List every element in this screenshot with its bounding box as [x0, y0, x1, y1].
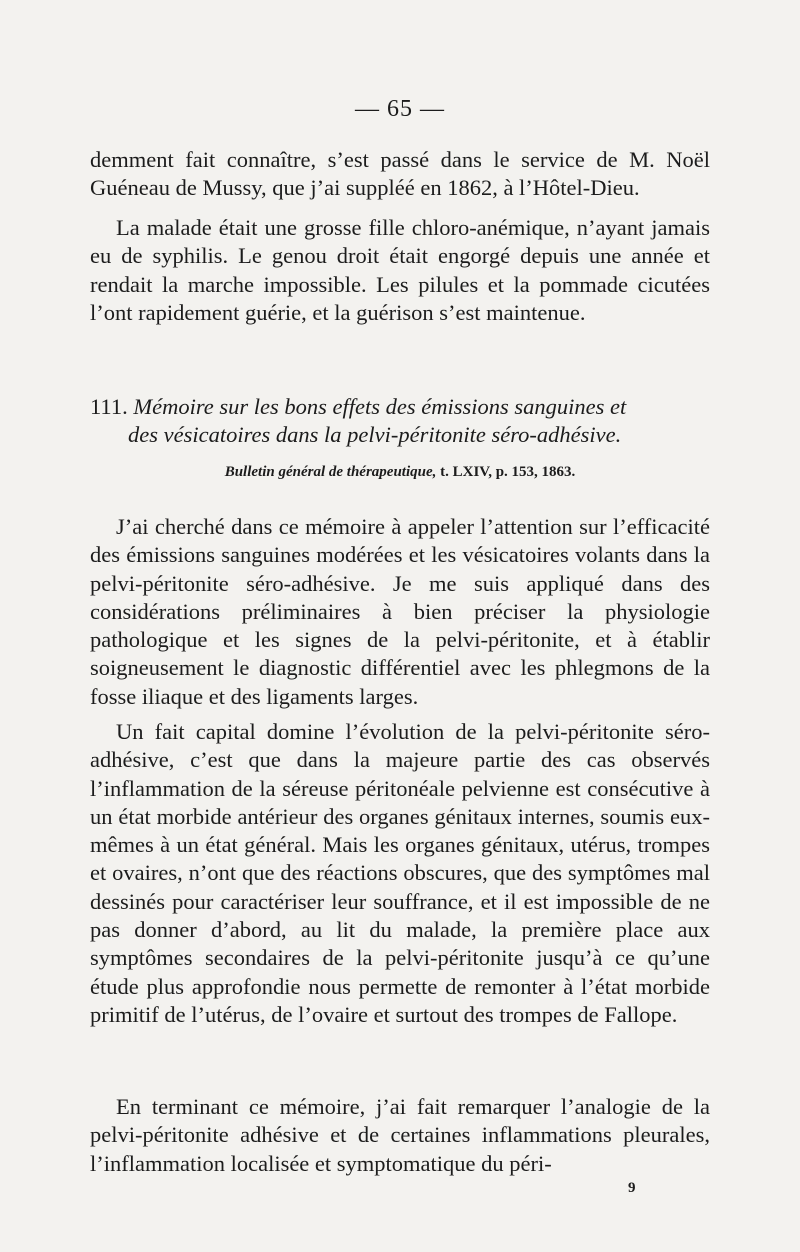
paragraph-text: En terminant ce mémoire, j’ai fait remarquer l’analogie de la pelvi-péritonite adhésive et de certaines inflammations pleurales, l’inflammation localisée et symptomatique du péri- — [90, 1094, 710, 1176]
paragraph-text: La malade était une grosse fille chloro-anémique, n’ayant jamais eu de syphilis. Le genou droit était engorgé depuis une année et rendait la marche impossible. Les pilules et la pommade cicutées l’ont rapidement guérie, et la guérison s’est maintenue. — [90, 215, 710, 325]
entry-number: 111. — [90, 394, 128, 419]
signature-mark: 9 — [628, 1180, 636, 1196]
paragraph-memoire — [90, 513, 710, 711]
entry-citation — [0, 464, 800, 481]
paragraph-malade — [90, 214, 710, 327]
entry-title-line-2: des vésicatoires dans la pelvi-péritonite séro-adhésive. — [128, 422, 622, 447]
citation-journal: Bulletin général de thérapeutique, — [224, 464, 437, 480]
paragraph-text: J’ai cherché dans ce mémoire à appeler l’attention sur l’efficacité des émissions sanguines modérées et les vésicatoires volants dans la pelvi-péritonite séro-adhésive. Je me suis appliqué dans des considérations préliminaires à bien préciser la physiologie pathologique et les signes de la pelvi-péritonite, et à établir soigneusement le diagnostic différentiel avec les phlegmons de la fosse iliaque et des ligaments larges. — [90, 514, 710, 709]
paragraph-text: demment fait connaître, s’est passé dans le service de M. Noël Guéneau de Mussy, que j’ai suppléé en 1862, à l’Hôtel-Dieu. — [90, 147, 710, 201]
entry-heading — [90, 393, 710, 449]
paragraph-terminant — [90, 1093, 710, 1178]
paragraph-text: Un fait capital domine l’évolution de la pelvi-péritonite séro-adhésive, c’est que dans la majeure partie des cas observés l’inflammation de la séreuse péritonéale pelvienne est consécutive à un état morbide antérieur des organes génitaux internes, soumis eux-mêmes à un état général. Mais les organes génitaux, utérus, trompes et ovaires, n’ont que des réactions obscures, que des symptômes mal dessinés pour caractériser leur souffrance, et il est impossible de ne pas donner d’abord, au lit du malade, la première place aux symptômes secondaires de la pelvi-péritonite jusqu’à ce qu’une étude plus approfondie nous permette de remonter à l’état morbide primitif de l’utérus, de l’ovaire et surtout des trompes de Fallope. — [90, 719, 710, 1027]
page-number: — 65 — — [355, 96, 445, 122]
paragraph-continued — [90, 146, 710, 203]
paragraph-capital — [90, 718, 710, 1029]
entry-title-line-1: Mémoire sur les bons effets des émissions sanguines et — [133, 394, 627, 419]
citation-details: t. LXIV, p. 153, 1863. — [440, 464, 576, 480]
